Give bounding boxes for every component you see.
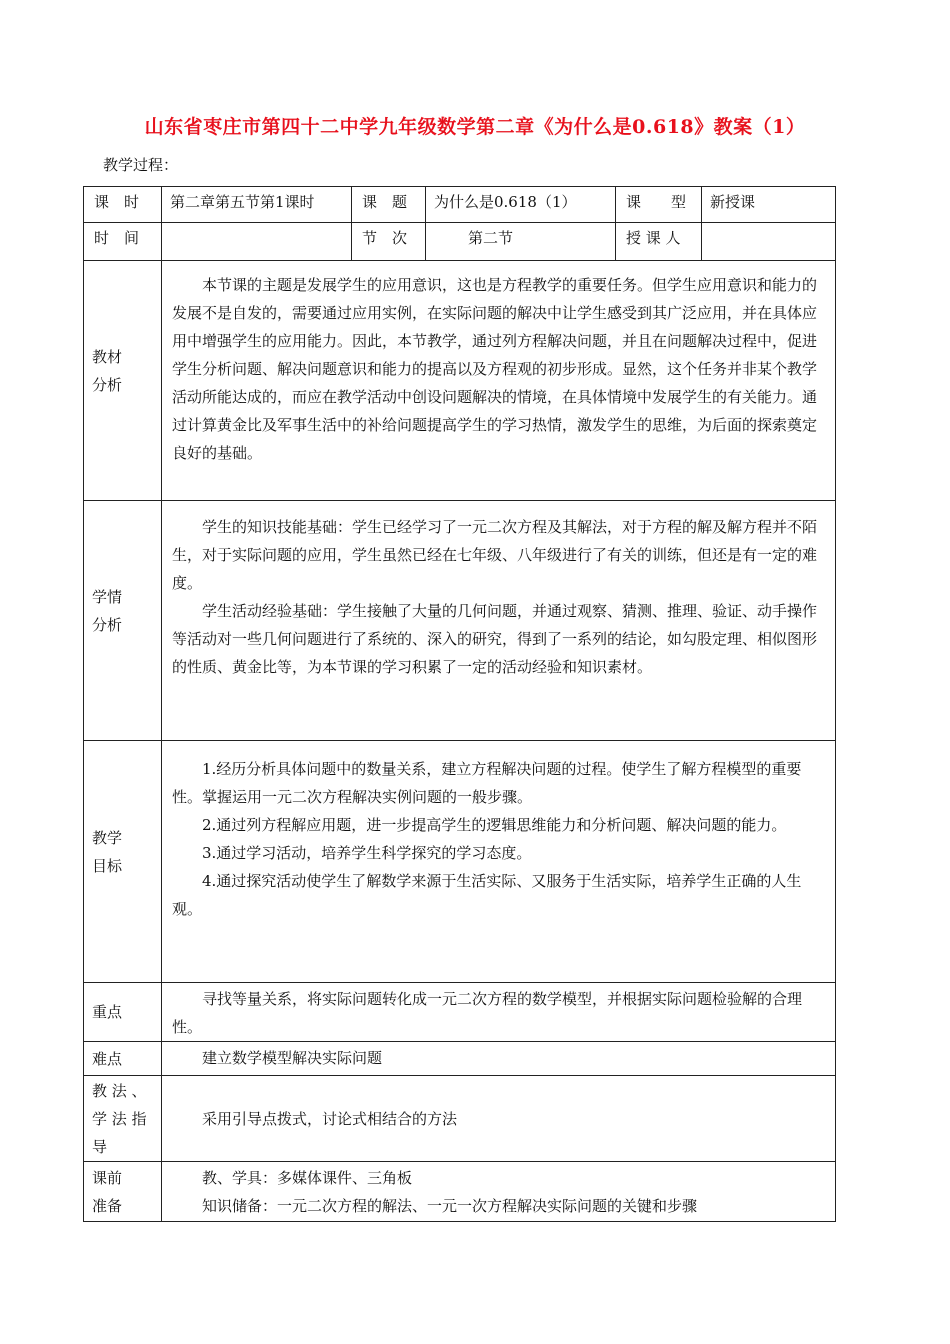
jiaocai-paragraph: 本节课的主题是发展学生的应用意识，这也是方程教学的重要任务。但学生应用意识和能力的发展不是自发的，需要通过应用实例，在实际问题的解决中让学生感受到其广泛应用，并在具体应用中增强学生的应用能力。因此，本节教学，通过列方程解决问题，并且在问题解决过程中，促进学生分析问题、解决问题意识和能力的提高以及方程观的初步形成。显然，这个任务并非某个教学活动所能达成的，而应在教学活动中创设问题解决的情境，在具体情境中发展学生的有关能力。通过计算黄金比及军事生活中的补给问题提高学生的学习热情，激发学生的思维，为后面的探索奠定良好的基础。 — [172, 276, 818, 462]
keti-label: 课 题 — [352, 187, 426, 223]
row-zhongdian — [84, 983, 836, 1042]
row-nandian — [84, 1042, 836, 1076]
teacher-value — [702, 223, 836, 261]
shijian-label: 时 间 — [84, 223, 162, 261]
jiaofa-content — [162, 1076, 836, 1162]
kqzb-label-line1: 课前 — [92, 1168, 123, 1187]
nandian-label-cell — [84, 1042, 162, 1076]
section-subtitle: 教学过程： — [103, 156, 179, 174]
kqzb-label-line2: 准备 — [92, 1196, 123, 1215]
row-kqzb — [84, 1162, 836, 1222]
kexing-label: 课 型 — [616, 187, 702, 223]
keshi-label: 课 时 — [84, 187, 162, 223]
mubiao-label-line1: 教学 — [92, 828, 123, 847]
jieci-label: 节 次 — [352, 223, 426, 261]
jiaocai-label-cell — [84, 261, 162, 501]
keshi-value: 第二章第五节第1课时 — [162, 187, 352, 223]
document-title: 山东省枣庄市第四十二中学九年级数学第二章《为什么是0.618》教案（1） — [144, 116, 806, 138]
xueqing-paragraph-1: 学生的知识技能基础：学生已经学习了一元二次方程及其解法，对于方程的解及解方程并不陌生，对于实际问题的应用，学生虽然已经在七年级、八年级进行了有关的训练，但还是有一定的难度。 — [172, 518, 818, 592]
jiaofa-text: 采用引导点拨式，讨论式相结合的方法 — [202, 1109, 458, 1128]
zhongdian-label: 重点 — [92, 1003, 123, 1021]
mubiao-item-2: 2.通过列方程解应用题，进一步提高学生的逻辑思维能力和分析问题、解决问题的能力。 — [202, 816, 787, 834]
kqzb-label-cell — [84, 1162, 162, 1222]
jiaocai-label-line2: 分析 — [92, 375, 123, 394]
lesson-plan-table — [83, 186, 836, 1222]
mubiao-content — [162, 741, 836, 983]
row-jiaofa — [84, 1076, 836, 1162]
kqzb-line-2: 知识储备：一元二次方程的解法、一元一次方程解决实际问题的关键和步骤 — [202, 1197, 698, 1215]
kqzb-line-1: 教、学具：多媒体课件、三角板 — [202, 1169, 413, 1187]
nandian-content — [162, 1042, 836, 1076]
xueqing-paragraph-2: 学生活动经验基础：学生接触了大量的几何问题，并通过观察、猜测、推理、验证、动手操作等活动对一些几何问题进行了系统的、深入的研究，得到了一系列的结论，如勾股定理、相似图形的性质、黄金比等，为本节课的学习积累了一定的活动经验和知识素材。 — [172, 602, 818, 676]
jiaocai-label-line1: 教材 — [92, 347, 123, 366]
zhongdian-content — [162, 983, 836, 1042]
mubiao-label-cell — [84, 741, 162, 983]
zhongdian-text: 寻找等量关系，将实际问题转化成一元二次方程的数学模型，并根据实际问题检验解的合理性。 — [172, 990, 803, 1036]
teacher-label: 授 课 人 — [616, 223, 702, 261]
xueqing-content — [162, 501, 836, 741]
xueqing-label-line1: 学情 — [92, 587, 123, 606]
row-jiaocai — [84, 261, 836, 501]
row-mubiao — [84, 741, 836, 983]
jiaocai-content — [162, 261, 836, 501]
jieci-value: 第二节 — [426, 223, 616, 261]
row-xueqing — [84, 501, 836, 741]
jiaofa-label-line3: 导 — [92, 1137, 108, 1156]
header-row-1 — [84, 187, 836, 223]
jiaofa-label-cell — [84, 1076, 162, 1162]
jiaofa-label-line1: 教 法 、 — [92, 1081, 147, 1100]
mubiao-item-3: 3.通过学习活动，培养学生科学探究的学习态度。 — [202, 844, 532, 862]
jiaofa-label-line2: 学 法 指 — [92, 1109, 147, 1128]
kexing-value: 新授课 — [702, 187, 836, 223]
zhongdian-label-cell — [84, 983, 162, 1042]
shijian-value — [162, 223, 352, 261]
mubiao-label-line2: 目标 — [92, 856, 123, 875]
mubiao-item-1: 1.经历分析具体问题中的数量关系，建立方程解决问题的过程。使学生了解方程模型的重要性。掌握运用一元二次方程解决实例问题的一般步骤。 — [172, 760, 802, 806]
header-row-2 — [84, 223, 836, 261]
xueqing-label-line2: 分析 — [92, 615, 123, 634]
kqzb-content — [162, 1162, 836, 1222]
mubiao-item-4: 4.通过探究活动使学生了解数学来源于生活实际、又服务于生活实际，培养学生正确的人生观。 — [172, 872, 802, 918]
keti-value: 为什么是0.618（1） — [426, 187, 616, 223]
xueqing-label-cell — [84, 501, 162, 741]
nandian-label: 难点 — [92, 1049, 123, 1068]
nandian-text: 建立数学模型解决实际问题 — [202, 1049, 383, 1067]
